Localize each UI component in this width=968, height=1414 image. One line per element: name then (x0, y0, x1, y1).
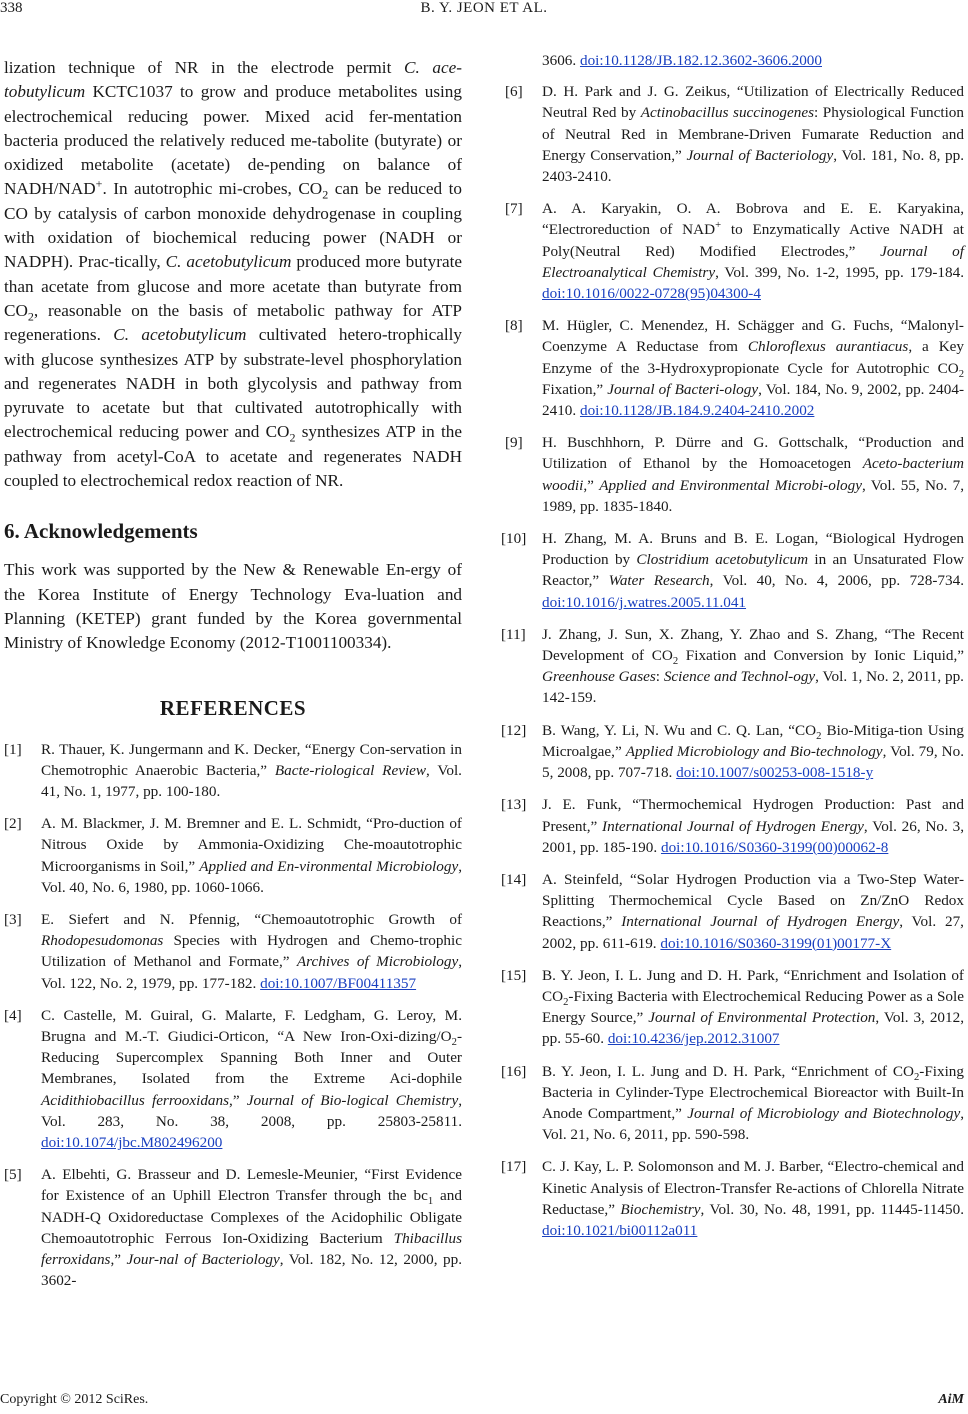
italic-text: Applied and Environmental Microbi-ology (599, 476, 862, 494)
page-header (0, 0, 968, 40)
right-column (501, 50, 965, 1252)
copyright-notice: Copyright © 2012 SciRes. (0, 1392, 149, 1407)
subscript: 2 (27, 309, 34, 324)
reference-number: [11] (501, 625, 526, 643)
italic-text: Applied and En-vironmental Microbiology (199, 857, 459, 875)
subscript: 2 (322, 187, 329, 202)
italic-text: C. acetobutylicum (165, 252, 292, 272)
reference-entry (501, 1061, 965, 1146)
text-run: ,” (229, 1091, 247, 1109)
text-run: , Vol. 283, No. 38, 2008, pp. 25803-25811. (41, 1091, 462, 1130)
reference-entry (501, 528, 964, 613)
italic-text: Chloroflexus aurantiacus (747, 338, 909, 356)
text-run: ,” (583, 476, 600, 494)
reference-number: [13] (501, 796, 527, 814)
text-run: , Vol. 1, No. 2, 2011, pp. 142-159. (542, 668, 964, 707)
text-run: H. Buschhhorn, P. Dürre and G. Gottschalk, “Production and Utilization of Ethanol by the Homoacetogen (542, 434, 964, 473)
text-run: , Vol. 399, No. 1-2, 1995, pp. 179-184. (715, 263, 964, 281)
superscript: + (715, 220, 722, 232)
text-run: B. Wang, Y. Li, N. Wu and C. Q. Lan, “CO (542, 721, 817, 739)
reference-number: [4] (4, 1006, 22, 1024)
text-run: , Vol. 181, No. 8, pp. 2403-2410. (542, 146, 965, 186)
reference-number: [3] (4, 910, 22, 928)
text-run: can be reduced to CO by catalysis of carbon monoxide dehydrogenase in coupling with oxidation of biochemical reducing power (NADH or NADPH). Prac-tically, (4, 179, 462, 272)
subscript: 2 (451, 1037, 457, 1048)
text-run: produced more butyrate than acetate from glucose and more acetate than butyrate from CO (4, 252, 462, 320)
text-run: H. Zhang, M. A. Bruns and B. E. Logan, “Biological Hydrogen Production by (542, 530, 964, 569)
italic-text: Journal of Electroanalytical Chemistry (542, 242, 964, 281)
italic-text: Journal of Environmental Protection (648, 1009, 876, 1027)
reference-number: [1] (4, 740, 22, 758)
text-run: A. A. Karyakin, O. A. Bobrova and E. E. Karyakina, “Electroreduction of NAD (542, 200, 964, 239)
reference-number: [2] (4, 815, 22, 833)
text-run: cultivated hetero-trophically with glucose synthesizes ATP by substrate-level phosphorylation and regenerates NADH in both glycolysis and pathway from pyruvate to acetate but that cultivated autotrophically with electrochemical reducing power and CO (4, 325, 462, 442)
text-run: synthesizes ATP in the pathway from acetyl-CoA to acetate and regenerates NADH coupled to electrochemical redox reaction of NR. (4, 422, 462, 491)
italic-text: Bacte-riological Review (274, 761, 427, 779)
reference-number: [12] (501, 721, 527, 739)
italic-text: Applied Microbiology and Bio-technology (625, 742, 883, 760)
italic-text: Greenhouse Gases (542, 668, 656, 686)
doi-link[interactable]: doi:10.1007/BF00411357 (260, 974, 417, 992)
italic-text: Archives of Microbiology (296, 953, 459, 971)
references-heading: REFERENCES (159, 695, 307, 720)
reference-number: [9] (505, 434, 523, 452)
doi-link[interactable]: doi:10.1128/JB.182.12.3602-3606.2000 (579, 52, 822, 69)
text-run: . In autotrophic mi-crobes, CO (102, 179, 323, 199)
reference-number: [8] (505, 317, 523, 335)
doi-link[interactable]: doi:10.1074/jbc.M802496200 (41, 1133, 223, 1151)
text-run: -Reducing Supercomplex Spanning Both Inner and Outer Membranes, Isolated from the Extreme Aci-dophile (41, 1027, 462, 1088)
text-run: KCTC1037 to grow and produce metabolites using electrochemical reducing power. Mixed acid fer-mentation bacteria produced the relatively reduced me-tabolite (butyrate) or oxidized metabolite (acetate) de-pending on balance of NADH/NAD (4, 82, 462, 199)
reference-entry (4, 1164, 462, 1291)
page-footer (0, 1392, 968, 1412)
text-run: ,” (110, 1251, 127, 1268)
reference-entry (505, 198, 964, 304)
text-run: J. Zhang, J. Sun, X. Zhang, Y. Zhao and S. Zhang, “The Recent Development of CO (542, 625, 964, 665)
running-head-authors: B. Y. JEON ET AL. (420, 0, 548, 16)
text-run: -Fixing Bacteria with Electrochemical Reducing Power as a Sole Energy Source,” (542, 987, 964, 1027)
journal-abbrev: AiM (938, 1392, 964, 1407)
subscript: 2 (816, 730, 822, 742)
reference-number: [16] (501, 1062, 527, 1080)
italic-text: Thibacillus ferroxidans (41, 1229, 462, 1268)
page-number: 338 (0, 0, 23, 16)
text-run: , a Key Enzyme of the 3-Hydroxypropionate Cycle for Autotrophic CO (542, 338, 965, 377)
text-run: , Vol. 41, No. 1, 1977, pp. 100-180. (41, 761, 462, 800)
doi-link[interactable]: doi:10.1016/j.watres.2005.11.041 (542, 593, 747, 611)
text-run: : Physiological Function of Neutral Red in Membrane-Driven Fumarate Reduction and Energy Conservation,” (542, 104, 964, 164)
text-run: 3606. (542, 52, 580, 69)
reference-entry (501, 1156, 964, 1241)
text-run: D. H. Park and J. G. Zeikus, “Utilization of Electrically Reduced Neutral Red by (542, 83, 964, 122)
text-run: , Vol. 79, No. 5, 2008, pp. 707-718. (542, 742, 965, 782)
reference-entry (4, 909, 462, 994)
italic-text: Journal of Bacteri-ology (607, 380, 759, 398)
text-run: A. M. Blackmer, J. M. Bremner and E. L. Schmidt, “Pro-duction of Nitrous Oxide by Ammonia-Oxidizing Che-moautotrophic Microorganisms in Soil,” (41, 815, 462, 875)
italic-text: Journal of Bacteriology (686, 146, 834, 164)
doi-link[interactable]: doi:10.1128/JB.184.9.2404-2410.2002 (579, 402, 815, 420)
acknowledgements-heading: 6. Acknowledgements (4, 519, 198, 544)
reference-entry (501, 624, 964, 709)
text-run: R. Thauer, K. Jungermann and K. Decker, “Energy Con-servation in Chemotrophic Anaerobic Bacteria,” (41, 740, 462, 779)
reference-number: [5] (4, 1166, 22, 1184)
text-run: C. J. Kay, L. P. Solomonson and M. J. Barber, “Electro-chemical and Kinetic Analysis of Electron-Transfer Re-actions of Chlorella Nitrate Reductase,” (542, 1158, 964, 1218)
reference-entry (505, 81, 964, 187)
text-run: J. E. Funk, “Thermochemical Hydrogen Production: Past and Present,” (542, 796, 964, 835)
reference-entry (501, 794, 964, 858)
italic-text: C. acetobutylicum (113, 325, 247, 345)
references-list-right (501, 81, 965, 1241)
text-run: E. Siefert and N. Pfennig, “Chemoautotrophic Growth of (41, 910, 462, 928)
italic-text: Rhodopesudomonas (41, 932, 164, 950)
reference-number: [17] (501, 1158, 527, 1176)
text-run: to Enzymatically Active NADH at Poly(Neutral Red) Modified Electrodes,” (542, 221, 964, 260)
italic-text: Journal of Microbiology and Biotechnology (687, 1104, 961, 1122)
text-run: , Vol. 55, No. 7, 1989, pp. 1835-1840. (542, 476, 965, 515)
italic-text: International Journal of Hydrogen Energy (621, 913, 900, 931)
subscript: 2 (289, 430, 296, 445)
text-run: B. Y. Jeon, I. L. Jung and D. H. Park, “Enrichment of CO (542, 1062, 914, 1080)
reference-entry (505, 432, 964, 517)
left-column (4, 56, 462, 1302)
reference-number: [7] (505, 200, 523, 218)
subscript: 1 (427, 1196, 434, 1208)
doi-link[interactable]: doi:10.4236/jep.2012.31007 (607, 1030, 780, 1048)
text-run: , Vol. 30, No. 48, 1991, pp. 11445-11450. (700, 1200, 964, 1218)
text-run: , reasonable on the basis of metabolic pathway for ATP regenerations. (4, 300, 462, 345)
italic-text: Jour-nal of Bacteriology (126, 1251, 280, 1268)
reference-entry (501, 869, 964, 954)
italic-text: Aceto-bacterium woodii (542, 455, 964, 494)
superscript: + (95, 176, 103, 191)
italic-text: Actinobacillus succinogenes (640, 104, 815, 122)
reference-number: [6] (505, 83, 523, 101)
acknowledgements-text: This work was supported by the New & Renewable En-ergy of the Korea Institute of Energy Technology Eva-luation and Planning (KETEP) grant funded by the Korea governmental Ministry of Knowledge Economy (2012-T1001100334). (4, 560, 462, 653)
italic-text: Acidithiobacillus ferrooxidans (41, 1091, 230, 1109)
italic-text: Biochemistry (620, 1200, 701, 1218)
text-run: and NADH-Q Oxidoreductase Complexes of the Acidophilic Obligate Chemoautotrophic Ferrous Ion-Oxidizing Bacterium (41, 1187, 462, 1247)
text-run: , Vol. 26, No. 3, 2001, pp. 185-190. (542, 817, 964, 856)
text-run: : (655, 668, 664, 686)
subscript: 2 (958, 368, 964, 380)
italic-text: Journal of Bio-logical Chemistry (246, 1091, 459, 1109)
text-run: , Vol. 27, 2002, pp. 611-619. (542, 913, 964, 952)
text-run: , Vol. 40, No. 6, 1980, pp. 1060-1066. (41, 857, 463, 896)
italic-text: Science and Technol-ogy (663, 668, 816, 686)
reference-number: [14] (501, 870, 527, 888)
italic-text: International Journal of Hydrogen Energy (602, 817, 864, 835)
text-run: C. Castelle, M. Guiral, G. Malarte, F. Ledgham, G. Leroy, M. Brugna and M.-T. Giudici-Orticon, “A New Iron-Oxi-dizing/O (41, 1006, 462, 1045)
text-run: , Vol. 122, No. 2, 1979, pp. 177-182. (41, 953, 462, 992)
text-run: A. Elbehti, G. Brasseur and D. Lemesle-Meunier, “First Evidence for Existence of an Uphill Electron Transfer through the bc (41, 1166, 462, 1205)
italic-text: C. ace-tobutylicum (4, 58, 462, 102)
reference-entry (501, 965, 964, 1050)
doi-link[interactable]: doi:10.1021/bi00112a011 (542, 1221, 698, 1239)
text-run: -Fixing Bacteria in Cylinder-Type Electrochemical Bioreactor with Built-In Anode Compartment,” (542, 1062, 964, 1122)
text-run: lization technique of NR in the electrode permit (4, 58, 404, 77)
reference-number: [10] (501, 530, 527, 548)
text-run: Fixation,” (542, 380, 608, 398)
subscript: 2 (672, 656, 679, 668)
reference-entry (505, 315, 964, 421)
text-run: A. Steinfeld, “Solar Hydrogen Production via a Two-Step Water-Splitting Thermochemical Cycle Based on Zn/ZnO Redox Reactions,” (542, 870, 964, 931)
reference-entry (4, 1005, 462, 1153)
text-run: M. Hügler, C. Menendez, H. Schägger and G. Fuchs, “Malonyl-Coenzyme A Reductase from (542, 317, 964, 356)
text-run: , Vol. 184, No. 9, 2002, pp. 2404-2410. (542, 380, 965, 420)
italic-text: Clostridium acetobutylicum (636, 551, 809, 569)
subscript: 2 (913, 1071, 920, 1083)
italic-text: Water Research (608, 572, 710, 590)
text-run: , Vol. 182, No. 12, 2000, pp. 3602- (41, 1251, 462, 1290)
reference-number: [15] (501, 966, 527, 984)
text-run: Species with Hydrogen and Chemo-trophic Utilization of Methanol and Formate,” (41, 932, 462, 971)
doi-link[interactable]: doi:10.1016/S0360-3199(00)00062-8 (660, 838, 889, 856)
reference-entry (501, 720, 965, 784)
body-paragraph (4, 56, 462, 493)
text-run: , Vol. 3, 2012, pp. 55-60. (542, 1009, 964, 1048)
text-run: , Vol. 40, No. 4, 2006, pp. 728-734. (709, 572, 964, 590)
text-run: Fixation and Conversion by Ionic Liquid,” (678, 647, 964, 665)
reference-continuation (505, 50, 964, 71)
text-run: , Vol. 21, No. 6, 2011, pp. 590-598. (542, 1104, 965, 1144)
references-list-left (4, 739, 462, 1292)
subscript: 2 (563, 996, 569, 1008)
reference-entry (4, 739, 462, 803)
text-run: Bio-Mitiga-tion Using Microalgae,” (542, 721, 964, 760)
reference-entry (4, 813, 462, 898)
doi-link[interactable]: doi:10.1007/s00253-008-1518-y (676, 764, 874, 782)
doi-link[interactable]: doi:10.1016/S0360-3199(01)00177-X (660, 934, 892, 952)
text-run: in an Unsaturated Flow Reactor,” (542, 551, 964, 590)
doi-link[interactable]: doi:10.1016/0022-0728(95)04300-4 (542, 285, 761, 303)
text-run: B. Y. Jeon, I. L. Jung and D. H. Park, “Enrichment and Isolation of CO (542, 966, 964, 1005)
